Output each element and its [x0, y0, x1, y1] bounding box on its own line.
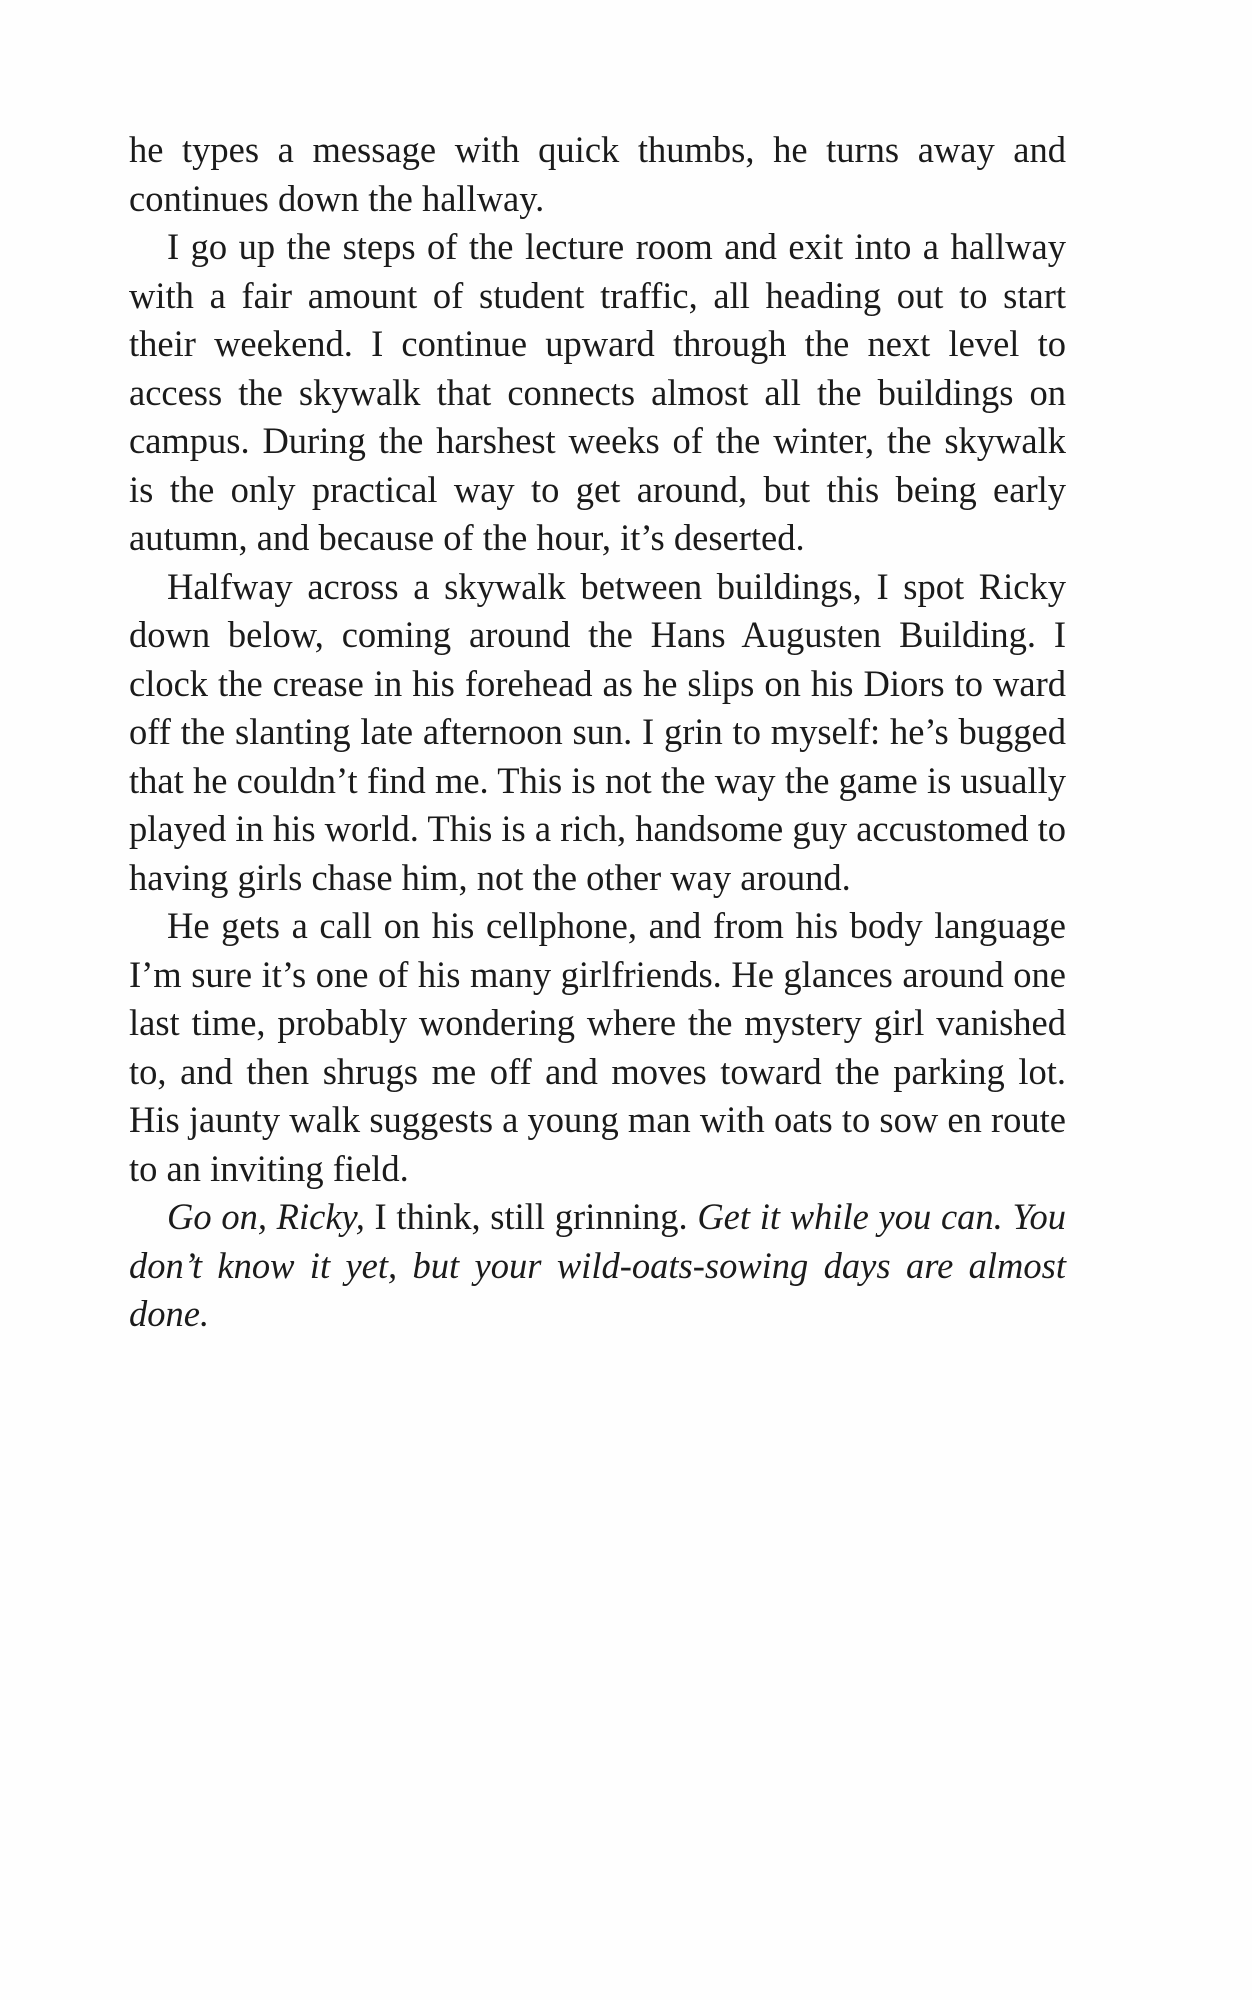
paragraph [129, 1193, 1066, 1339]
paragraph [129, 126, 1066, 223]
paragraph [129, 902, 1066, 1193]
paragraph-text: He gets a call on his cellphone, and from his body language I’m sure it’s one of his many girlfriends. He glances around one last time, probably wondering where the mystery girl vanished to, and then shrugs me off and moves toward the parking lot. His jaunty walk suggests a young man with oats to sow en route to an inviting field. [129, 905, 1066, 1189]
paragraph [129, 563, 1066, 903]
body-text [129, 126, 1066, 1339]
paragraph [129, 223, 1066, 563]
paragraph-text: Halfway across a skywalk between buildings, I spot Ricky down below, coming around the Hans Augusten Building. I clock the crease in his forehead as he slips on his Diors to ward off the slanting late afternoon sun. I grin to myself: he’s bugged that he couldn’t find me. This is not the way the game is usually played in his world. This is a rich, handsome guy accustomed to having girls chase him, not the other way around. [129, 565, 1067, 898]
paragraph-text: he types a message with quick thumbs, he turns away and continues down the hallway. [129, 129, 1066, 219]
italic-phrase: Get it while you can. You don’t know it yet, but your wild-oats-sowing days are almost done. [129, 1196, 1066, 1334]
paragraph-text: I go up the steps of the lecture room and exit into a hallway with a fair amount of student traffic, all heading out to start their weekend. I continue upward through the next level to access the skywalk that connects almost all the buildings on campus. During the harshest weeks of the winter, the skywalk is the only practical way to get around, but this being early autumn, and because of the hour, it’s deserted. [129, 226, 1066, 558]
paragraph-text: I think, still grinning. [364, 1196, 698, 1237]
italic-phrase: Go on, Ricky, [167, 1196, 365, 1237]
